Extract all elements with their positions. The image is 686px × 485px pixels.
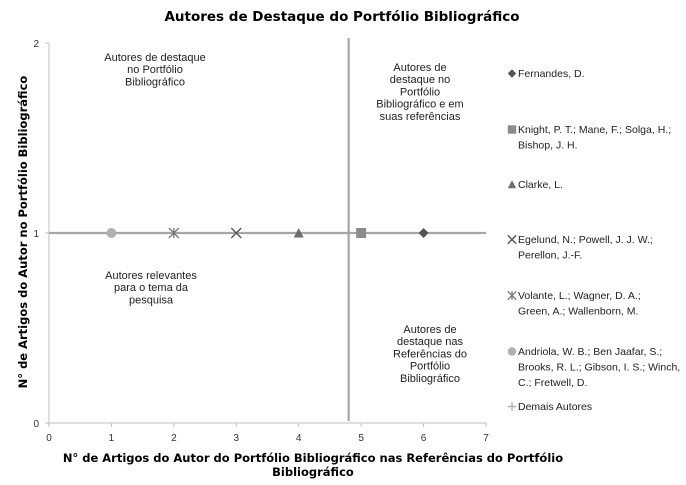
quadrant-label-line: no Portfólio	[127, 64, 183, 77]
quadrant-label-line: Portfólio	[399, 86, 441, 99]
y-tick-label: 2	[33, 39, 39, 50]
x-axis-title	[63, 451, 563, 479]
quadrant-label-top-left	[104, 52, 206, 88]
legend-label: Clarke, L.	[518, 179, 563, 191]
x-axis-title-line: Bibliográfico	[272, 465, 354, 479]
x-axis-title-line: N° de Artigos do Autor do Portfólio Bibliográfico nas Referências do Portfólio	[62, 451, 564, 465]
legend-label: Perellon, J.-F.	[518, 249, 583, 262]
legend-marker-circle	[508, 347, 516, 355]
quadrant-label-line: pesquisa	[128, 294, 174, 307]
legend-marker-diamond	[508, 69, 516, 77]
legend-entry	[508, 234, 653, 262]
legend-label: Brooks, R. L.; Gibson, I. S.; Winch,	[518, 361, 681, 374]
quadrant-label-bottom-left	[105, 270, 197, 306]
quadrant-label-line: suas referências	[379, 110, 461, 123]
legend-label: Knight, P. T.; Mane, F.; Solga, H.;	[518, 124, 672, 136]
quadrant-label-bottom-right	[393, 324, 467, 385]
data-point-circle	[106, 228, 116, 238]
legend-entry	[508, 124, 671, 152]
data-point-square	[356, 228, 366, 238]
legend-label: Bishop, J. H.	[518, 139, 578, 152]
quadrant-label-line: Bibliográfico e em	[376, 98, 464, 111]
legend-marker-x	[508, 235, 516, 243]
legend-label: Volante, L.; Wagner, D. A.;	[518, 290, 641, 302]
chart-title: Autores de Destaque do Portfólio Bibliográfico	[164, 9, 520, 25]
legend-entry	[508, 401, 592, 413]
quadrant-label-line: para o tema da	[114, 282, 188, 295]
quadrant-label-line: Autores de	[393, 62, 447, 74]
legend-label: Green, A.; Wallenborn, M.	[518, 305, 639, 318]
quadrant-label-line: Portfólio	[409, 360, 451, 373]
legend-entry	[508, 179, 563, 191]
data-point-diamond	[419, 228, 429, 238]
legend-marker-plus	[508, 402, 516, 410]
x-tick-label: 3	[233, 433, 240, 444]
legend-entry	[508, 290, 641, 318]
quadrant-label-line: Bibliográfico	[400, 372, 460, 385]
legend-label: Demais Autores	[518, 401, 593, 413]
quadrant-label-line: Autores relevantes	[105, 270, 197, 282]
quadrant-label-line: Autores de destaque	[104, 52, 206, 64]
x-tick-label: 0	[46, 433, 52, 444]
x-tick-label: 5	[358, 433, 364, 444]
legend-label: Andriola, W. B.; Ben Jaafar, S.;	[518, 346, 663, 358]
x-tick-label: 6	[420, 433, 427, 444]
quadrant-label-line: Autores de	[403, 324, 457, 336]
legend-marker-triangle	[508, 180, 516, 188]
x-tick-label: 1	[108, 433, 115, 444]
quadrant-label-top-right	[376, 62, 463, 123]
legend-label: Egelund, N.; Powell, J. J. W.;	[518, 234, 653, 246]
x-tick-label: 4	[295, 433, 302, 444]
y-tick-label: 0	[33, 419, 39, 430]
quadrant-label-line: Bibliográfico	[125, 76, 185, 89]
quadrant-label-line: destaque nas	[396, 336, 464, 349]
quadrant-label-line: Referências do	[393, 348, 467, 361]
legend-label: Fernandes, D.	[518, 68, 585, 80]
legend-label: C.; Fretwell, D.	[518, 377, 588, 389]
legend-entry	[508, 346, 680, 389]
legend-marker-square	[508, 125, 516, 133]
y-axis-title: N° de Artigos do Autor no Portfólio Bibliográfico	[16, 75, 30, 389]
x-tick-label: 7	[483, 433, 489, 444]
legend-marker-star	[508, 291, 516, 299]
legend-entry	[508, 68, 585, 80]
x-tick-label: 2	[171, 433, 177, 444]
quadrant-label-line: destaque no	[389, 74, 451, 87]
y-tick-label: 1	[33, 229, 39, 240]
